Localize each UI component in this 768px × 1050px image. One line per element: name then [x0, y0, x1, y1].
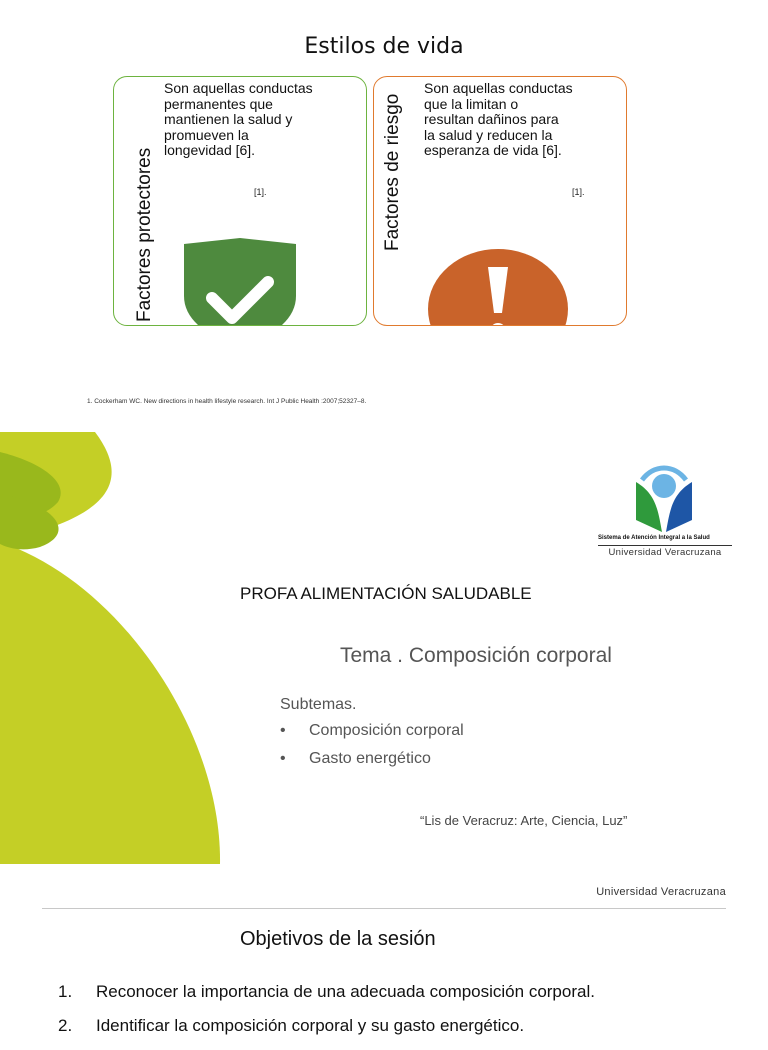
list-item — [58, 982, 595, 1016]
subtopic-text: Gasto energético — [309, 750, 431, 767]
list-item — [58, 1016, 595, 1050]
card-text-line: promueven la — [164, 126, 249, 143]
card-text — [164, 81, 313, 159]
card-citation: [1]. — [572, 187, 585, 197]
card-text — [424, 81, 573, 159]
topic-heading: Tema . Composición corporal — [340, 644, 612, 667]
subtopics-label: Subtemas. — [280, 696, 357, 713]
card-text-line: resultan dañinos para — [424, 111, 559, 127]
card-text-line: la salud y reducen la — [424, 126, 553, 143]
slide-footer: Universidad Veracruzana — [596, 886, 726, 898]
motto-quote: “Lis de Veracruz: Arte, Ciencia, Luz” — [420, 813, 628, 828]
card-factores-de-riesgo — [373, 76, 627, 326]
logo-university: Universidad Veracruzana — [598, 545, 732, 558]
slide-estilos-de-vida — [0, 0, 768, 430]
bullet: • — [280, 722, 286, 739]
card-citation: [1]. — [254, 187, 267, 197]
card-label: Factores protectores — [134, 147, 155, 322]
subtopic-text: Composición corporal — [309, 722, 464, 739]
card-text-line: que la limitan o — [424, 95, 519, 112]
objectives-list — [58, 982, 595, 1050]
shield-check-icon — [178, 238, 302, 326]
slide-title: Estilos de vida — [304, 34, 464, 59]
list-item — [280, 722, 464, 750]
card-text-line: mantienen la salud y — [164, 111, 293, 127]
card-label: Factores de riesgo — [382, 93, 403, 251]
reference-footnote: 1. Cockerham WC. New directions in health lifestyle research. Int J Public Health :2007;52327–8. — [87, 398, 367, 405]
slide-divider — [42, 908, 726, 909]
card-text-line: Son aquellas conductas — [424, 80, 573, 96]
card-text-line: permanentes que — [164, 95, 273, 112]
slide-title: Objetivos de la sesión — [240, 928, 436, 950]
card-text-line: esperanza de vida [6]. — [424, 142, 562, 158]
item-number: 2. — [58, 1016, 73, 1035]
card-factores-protectores — [113, 76, 367, 326]
slide-profa — [0, 432, 768, 910]
objective-text: Identificar la composición corporal y su gasto energético. — [96, 1016, 525, 1035]
objective-text: Reconocer la importancia de una adecuada composición corporal. — [96, 982, 595, 1001]
subtopics-list — [280, 722, 464, 778]
card-text-line: longevidad [6]. — [164, 142, 256, 158]
decorative-lime-shape — [0, 432, 230, 910]
bullet: • — [280, 750, 286, 767]
logo-icon — [626, 460, 702, 534]
list-item — [280, 750, 464, 778]
exclamation-icon — [426, 249, 570, 326]
card-text-line: Son aquellas conductas — [164, 80, 313, 96]
slide-title: PROFA ALIMENTACIÓN SALUDABLE — [240, 584, 532, 603]
logo-caption: Sistema de Atención Integral a la Salud — [598, 535, 710, 541]
item-number: 1. — [58, 982, 73, 1001]
